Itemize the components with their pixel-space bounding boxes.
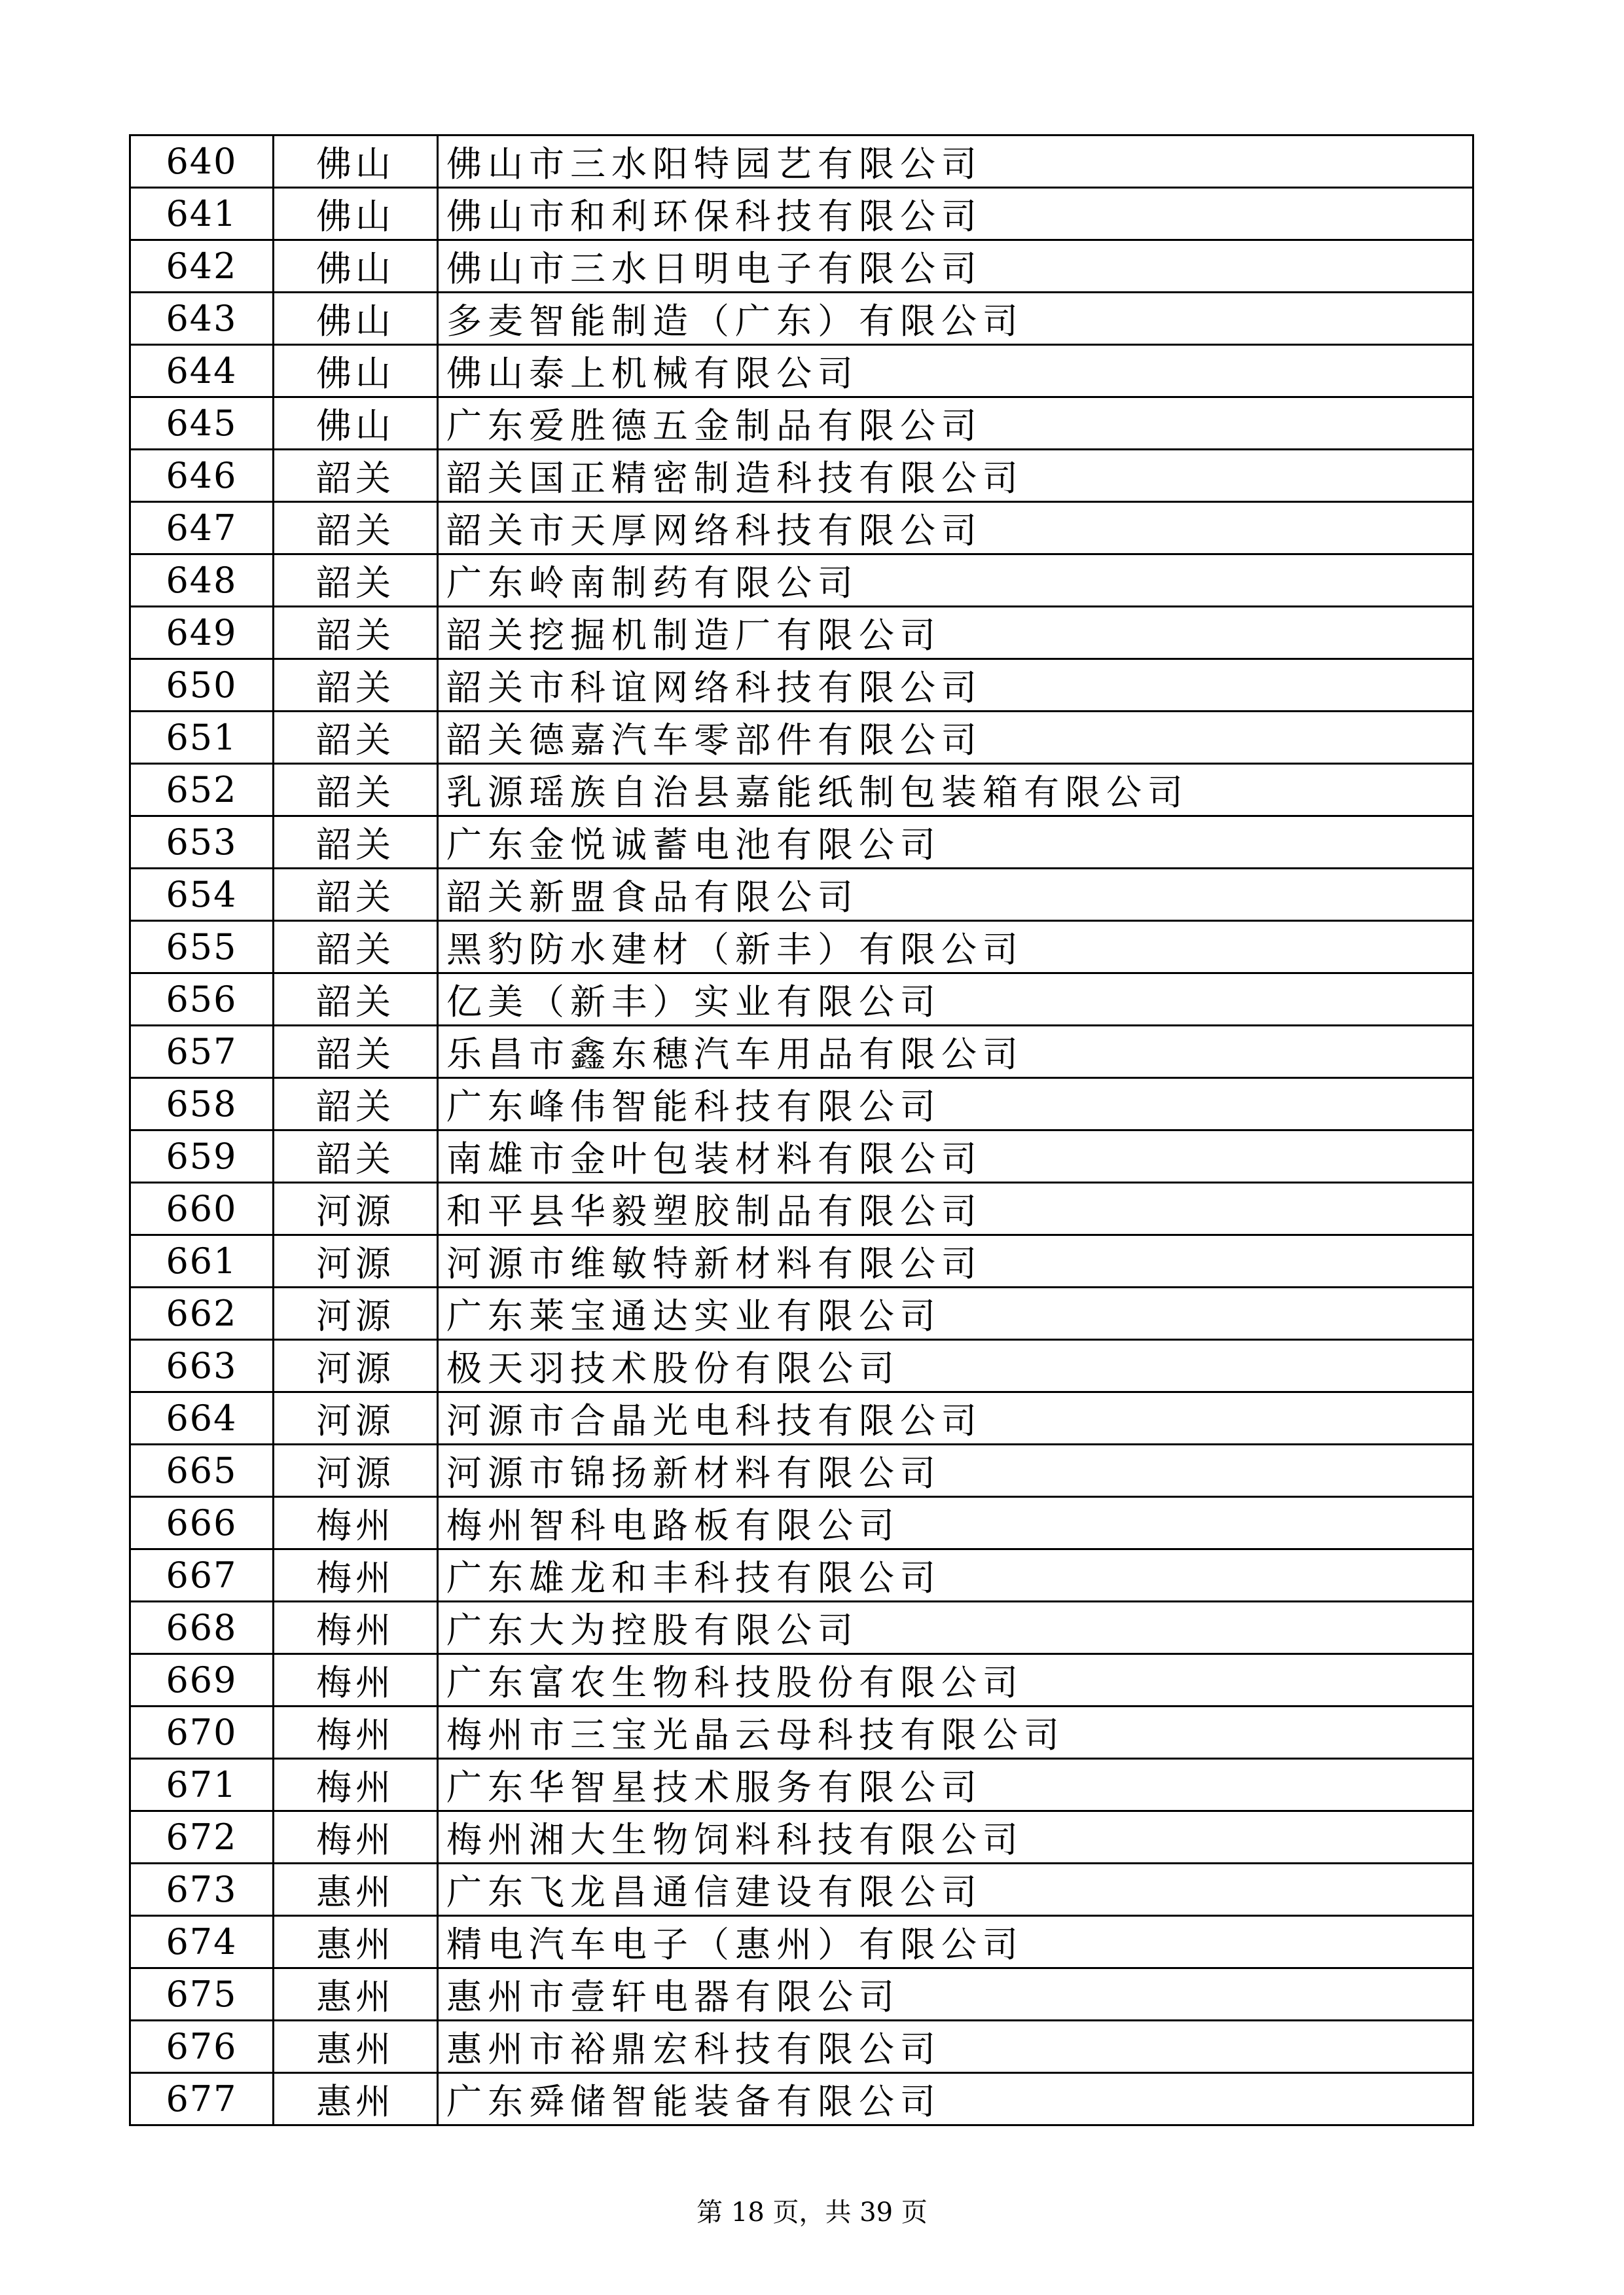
city-cell: 河源	[274, 1445, 438, 1497]
table-row	[130, 502, 1473, 554]
company-list-table	[129, 134, 1474, 2126]
company-name-cell: 精电汽车电子（惠州）有限公司	[438, 1916, 1473, 1968]
row-number-cell: 646	[130, 450, 274, 502]
table-row	[130, 1811, 1473, 1864]
city-cell: 佛山	[274, 397, 438, 450]
city-cell: 韶关	[274, 1130, 438, 1183]
city-cell: 河源	[274, 1183, 438, 1235]
city-cell: 韶关	[274, 764, 438, 816]
city-cell: 河源	[274, 1288, 438, 1340]
row-number-cell: 650	[130, 659, 274, 712]
row-number-cell: 660	[130, 1183, 274, 1235]
city-cell: 梅州	[274, 1549, 438, 1602]
company-name-cell: 佛山市三水阳特园艺有限公司	[438, 136, 1473, 188]
company-name-cell: 黑豹防水建材（新丰）有限公司	[438, 921, 1473, 973]
company-name-cell: 河源市维敏特新材料有限公司	[438, 1235, 1473, 1288]
row-number-cell: 655	[130, 921, 274, 973]
company-name-cell: 惠州市裕鼎宏科技有限公司	[438, 2021, 1473, 2073]
row-number-cell: 662	[130, 1288, 274, 1340]
city-cell: 惠州	[274, 2073, 438, 2125]
row-number-cell: 642	[130, 240, 274, 293]
row-number-cell: 665	[130, 1445, 274, 1497]
row-number-cell: 644	[130, 345, 274, 397]
table-row	[130, 1026, 1473, 1078]
table-row	[130, 1602, 1473, 1654]
table-row	[130, 293, 1473, 345]
city-cell: 韶关	[274, 554, 438, 607]
city-cell: 韶关	[274, 1026, 438, 1078]
table-row	[130, 973, 1473, 1026]
company-name-cell: 河源市锦扬新材料有限公司	[438, 1445, 1473, 1497]
company-name-cell: 广东峰伟智能科技有限公司	[438, 1078, 1473, 1130]
table-row	[130, 240, 1473, 293]
company-name-cell: 广东爱胜德五金制品有限公司	[438, 397, 1473, 450]
row-number-cell: 669	[130, 1654, 274, 1707]
table-row	[130, 659, 1473, 712]
row-number-cell: 670	[130, 1707, 274, 1759]
company-name-cell: 佛山泰上机械有限公司	[438, 345, 1473, 397]
row-number-cell: 673	[130, 1864, 274, 1916]
city-cell: 韶关	[274, 450, 438, 502]
table-row	[130, 816, 1473, 869]
row-number-cell: 675	[130, 1968, 274, 2021]
city-cell: 梅州	[274, 1654, 438, 1707]
table-row	[130, 712, 1473, 764]
company-name-cell: 广东大为控股有限公司	[438, 1602, 1473, 1654]
city-cell: 韶关	[274, 607, 438, 659]
table-row	[130, 188, 1473, 240]
company-name-cell: 广东金悦诚蓄电池有限公司	[438, 816, 1473, 869]
company-name-cell: 佛山市三水日明电子有限公司	[438, 240, 1473, 293]
company-name-cell: 韶关新盟食品有限公司	[438, 869, 1473, 921]
row-number-cell: 671	[130, 1759, 274, 1811]
row-number-cell: 651	[130, 712, 274, 764]
company-name-cell: 河源市合晶光电科技有限公司	[438, 1392, 1473, 1445]
table-row	[130, 1183, 1473, 1235]
city-cell: 梅州	[274, 1707, 438, 1759]
table-row	[130, 2021, 1473, 2073]
company-name-cell: 韶关挖掘机制造厂有限公司	[438, 607, 1473, 659]
company-name-cell: 广东雄龙和丰科技有限公司	[438, 1549, 1473, 1602]
city-cell: 河源	[274, 1340, 438, 1392]
row-number-cell: 654	[130, 869, 274, 921]
table-row	[130, 1235, 1473, 1288]
city-cell: 韶关	[274, 712, 438, 764]
company-name-cell: 韶关市科谊网络科技有限公司	[438, 659, 1473, 712]
row-number-cell: 643	[130, 293, 274, 345]
table-row	[130, 1916, 1473, 1968]
row-number-cell: 645	[130, 397, 274, 450]
row-number-cell: 647	[130, 502, 274, 554]
table-row	[130, 1549, 1473, 1602]
row-number-cell: 649	[130, 607, 274, 659]
city-cell: 惠州	[274, 1864, 438, 1916]
table-row	[130, 345, 1473, 397]
row-number-cell: 661	[130, 1235, 274, 1288]
city-cell: 韶关	[274, 502, 438, 554]
table-row	[130, 1864, 1473, 1916]
city-cell: 韶关	[274, 659, 438, 712]
company-name-cell: 梅州市三宝光晶云母科技有限公司	[438, 1707, 1473, 1759]
table-row	[130, 136, 1473, 188]
company-name-cell: 梅州智科电路板有限公司	[438, 1497, 1473, 1549]
table-row	[130, 1968, 1473, 2021]
city-cell: 梅州	[274, 1811, 438, 1864]
company-name-cell: 广东莱宝通达实业有限公司	[438, 1288, 1473, 1340]
city-cell: 佛山	[274, 240, 438, 293]
row-number-cell: 664	[130, 1392, 274, 1445]
company-name-cell: 极天羽技术股份有限公司	[438, 1340, 1473, 1392]
company-name-cell: 乳源瑶族自治县嘉能纸制包装箱有限公司	[438, 764, 1473, 816]
city-cell: 河源	[274, 1235, 438, 1288]
table-row	[130, 921, 1473, 973]
table-row	[130, 450, 1473, 502]
city-cell: 佛山	[274, 136, 438, 188]
company-name-cell: 多麦智能制造（广东）有限公司	[438, 293, 1473, 345]
row-number-cell: 652	[130, 764, 274, 816]
table-row	[130, 607, 1473, 659]
company-name-cell: 广东华智星技术服务有限公司	[438, 1759, 1473, 1811]
city-cell: 梅州	[274, 1497, 438, 1549]
row-number-cell: 672	[130, 1811, 274, 1864]
table-row	[130, 554, 1473, 607]
row-number-cell: 657	[130, 1026, 274, 1078]
table-row	[130, 1497, 1473, 1549]
table-row	[130, 1130, 1473, 1183]
row-number-cell: 659	[130, 1130, 274, 1183]
table-row	[130, 869, 1473, 921]
company-name-cell: 韶关国正精密制造科技有限公司	[438, 450, 1473, 502]
company-name-cell: 韶关德嘉汽车零部件有限公司	[438, 712, 1473, 764]
row-number-cell: 658	[130, 1078, 274, 1130]
row-number-cell: 648	[130, 554, 274, 607]
city-cell: 惠州	[274, 1916, 438, 1968]
company-name-cell: 南雄市金叶包装材料有限公司	[438, 1130, 1473, 1183]
table-row	[130, 1078, 1473, 1130]
city-cell: 韶关	[274, 816, 438, 869]
company-name-cell: 广东飞龙昌通信建设有限公司	[438, 1864, 1473, 1916]
city-cell: 佛山	[274, 345, 438, 397]
company-name-cell: 梅州湘大生物饲料科技有限公司	[438, 1811, 1473, 1864]
row-number-cell: 677	[130, 2073, 274, 2125]
table-row	[130, 1654, 1473, 1707]
city-cell: 韶关	[274, 869, 438, 921]
company-name-cell: 佛山市和利环保科技有限公司	[438, 188, 1473, 240]
table-row	[130, 1445, 1473, 1497]
row-number-cell: 674	[130, 1916, 274, 1968]
company-name-cell: 亿美（新丰）实业有限公司	[438, 973, 1473, 1026]
company-name-cell: 惠州市壹轩电器有限公司	[438, 1968, 1473, 2021]
table-row	[130, 1392, 1473, 1445]
table-row	[130, 764, 1473, 816]
row-number-cell: 653	[130, 816, 274, 869]
city-cell: 惠州	[274, 2021, 438, 2073]
row-number-cell: 668	[130, 1602, 274, 1654]
city-cell: 佛山	[274, 188, 438, 240]
company-name-cell: 韶关市天厚网络科技有限公司	[438, 502, 1473, 554]
table-row	[130, 1340, 1473, 1392]
page-footer: 第 18 页，共 39 页	[696, 2197, 928, 2228]
row-number-cell: 641	[130, 188, 274, 240]
city-cell: 韶关	[274, 921, 438, 973]
city-cell: 佛山	[274, 293, 438, 345]
company-name-cell: 乐昌市鑫东穗汽车用品有限公司	[438, 1026, 1473, 1078]
city-cell: 河源	[274, 1392, 438, 1445]
company-name-cell: 和平县华毅塑胶制品有限公司	[438, 1183, 1473, 1235]
company-name-cell: 广东岭南制药有限公司	[438, 554, 1473, 607]
city-cell: 梅州	[274, 1759, 438, 1811]
row-number-cell: 676	[130, 2021, 274, 2073]
table-row	[130, 2073, 1473, 2125]
city-cell: 梅州	[274, 1602, 438, 1654]
row-number-cell: 666	[130, 1497, 274, 1549]
row-number-cell: 667	[130, 1549, 274, 1602]
city-cell: 惠州	[274, 1968, 438, 2021]
company-name-cell: 广东富农生物科技股份有限公司	[438, 1654, 1473, 1707]
table-row	[130, 397, 1473, 450]
table-row	[130, 1707, 1473, 1759]
table-row	[130, 1288, 1473, 1340]
company-list-body	[130, 136, 1473, 2125]
row-number-cell: 663	[130, 1340, 274, 1392]
row-number-cell: 656	[130, 973, 274, 1026]
table-row	[130, 1759, 1473, 1811]
city-cell: 韶关	[274, 973, 438, 1026]
row-number-cell: 640	[130, 136, 274, 188]
company-name-cell: 广东舜储智能装备有限公司	[438, 2073, 1473, 2125]
city-cell: 韶关	[274, 1078, 438, 1130]
